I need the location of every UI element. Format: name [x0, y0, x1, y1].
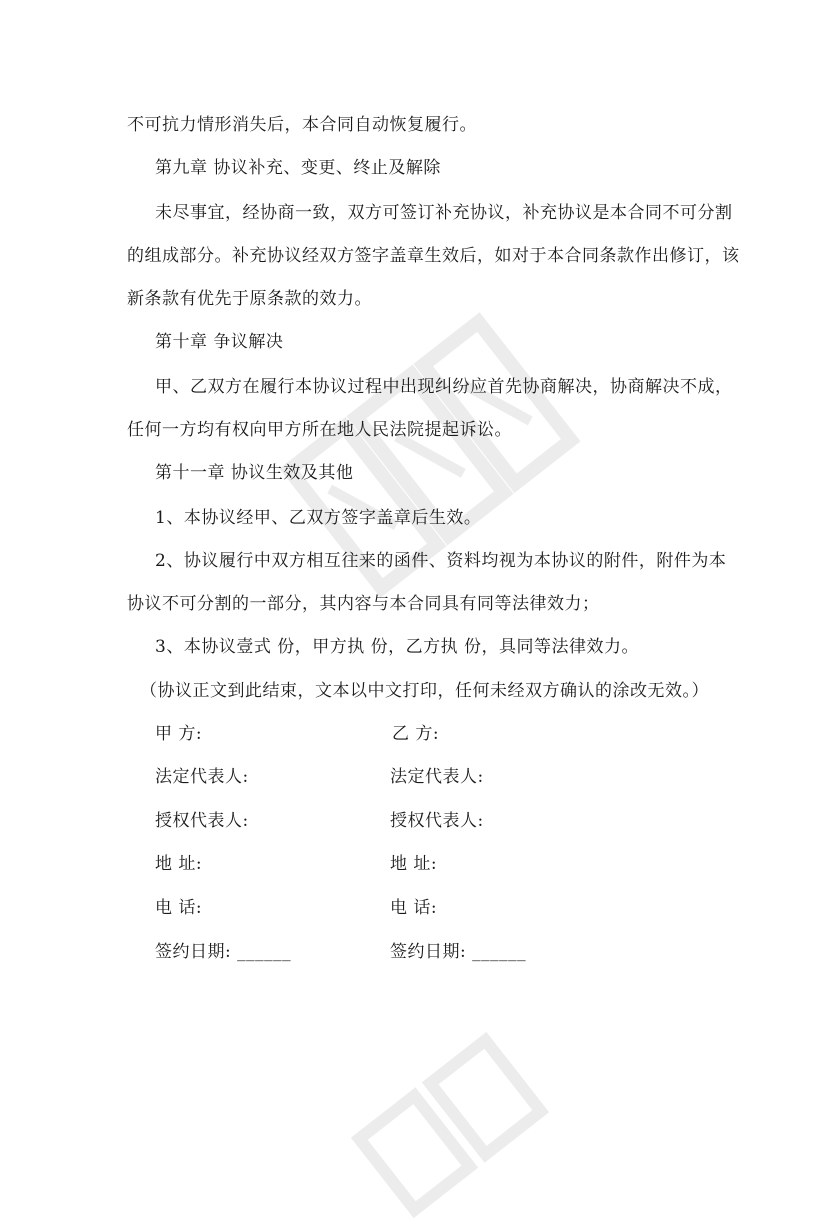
party-a-legal-rep: 法定代表人:: [155, 767, 249, 787]
party-b-date: 签约日期: ______: [390, 942, 527, 962]
party-b-title: 乙 方:: [392, 724, 440, 744]
chapter-11-heading: 第十一章 协议生效及其他: [155, 463, 354, 483]
list-item: 3、本协议壹式 份，甲方执 份，乙方执 份，具同等法律效力。: [155, 637, 640, 657]
party-a-auth-rep: 授权代表人:: [155, 811, 249, 831]
party-b-phone: 电 话:: [390, 898, 438, 918]
list-item: 2、协议履行中双方相互往来的函件、资料均视为本协议的附件，附件为本: [155, 551, 727, 571]
closing-note: （协议正文到此结束，文本以中文打印，任何未经双方确认的涂改无效。）: [140, 681, 709, 701]
watermark-icon: [345, 1026, 555, 1224]
party-a-title: 甲 方:: [155, 724, 203, 744]
party-a-date: 签约日期: ______: [155, 942, 292, 962]
paragraph-line: 不可抗力情形消失后，本合同自动恢复履行。: [127, 115, 477, 135]
party-a-address: 地 址:: [155, 854, 203, 874]
paragraph-line: 未尽事宜，经协商一致，双方可签订补充协议，补充协议是本合同不可分割: [155, 203, 733, 223]
party-a-phone: 电 话:: [155, 898, 203, 918]
party-b-address: 地 址:: [390, 854, 438, 874]
paragraph-line: 协议不可分割的一部分，其内容与本合同具有同等法律效力；: [127, 594, 600, 614]
chapter-9-heading: 第九章 协议补充、变更、终止及解除: [155, 158, 441, 178]
party-b-legal-rep: 法定代表人:: [390, 767, 484, 787]
paragraph-line: 新条款有优先于原条款的效力。: [127, 289, 372, 309]
paragraph-line: 甲、乙双方在履行本协议过程中出现纠纷应首先协商解决，协商解决不成，: [155, 377, 733, 397]
paragraph-line: 任何一方均有权向甲方所在地人民法院提起诉讼。: [127, 420, 512, 440]
paragraph-line: 的组成部分。补充协议经双方签字盖章生效后，如对于本合同条款作出修订，该: [127, 246, 740, 266]
list-item: 1、本协议经甲、乙双方签字盖章后生效。: [155, 508, 482, 528]
chapter-10-heading: 第十章 争议解决: [155, 332, 284, 352]
party-b-auth-rep: 授权代表人:: [390, 811, 484, 831]
